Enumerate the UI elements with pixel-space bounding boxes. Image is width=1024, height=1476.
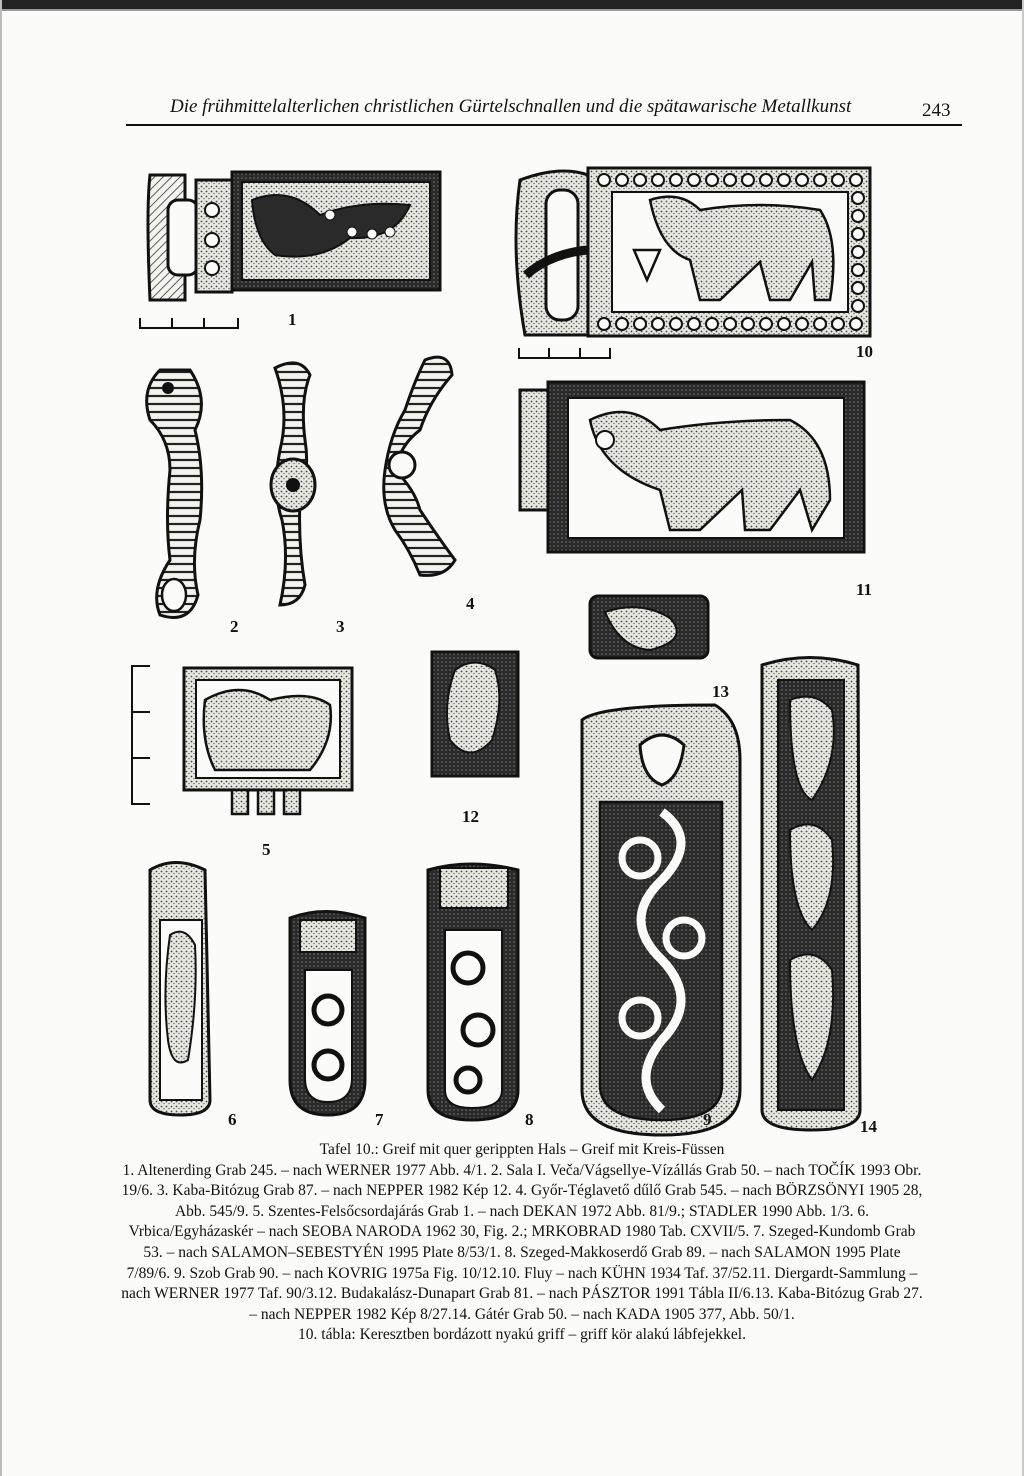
- figure-label-6: 6: [228, 1110, 237, 1129]
- rivet: [760, 174, 772, 186]
- rivet: [778, 174, 790, 186]
- rivet: [852, 246, 864, 258]
- figure-label-9: 9: [703, 1110, 712, 1129]
- rivet: [652, 174, 664, 186]
- rivet: [814, 174, 826, 186]
- object-3-strap-end: [271, 363, 315, 605]
- rivet: [832, 318, 844, 330]
- caption-body: 1. Altenerding Grab 245. – nach WERNER 1977 Abb. 4/1. 2. Sala I. Veča/Vágsellye-Vízállás Grab 50. – nach TOČÍK 1993 Obr. 19/6. 3. Kaba-Bitózug Grab 87. – nach NEPPER 1982 Kép 12. 4. Győr-Téglavető dűlő Grab 545. – nach BÖRZSÖNYI 1905 28, Abb. 545/9. 5. Szentes-Felsőcsordajárás Grab 1. – nach DEKAN 1972 Abb. 81/9.; STADLER 1990 Abb. 1/3. 6. Vrbica/Egyházaskér – nach SEOBA NARODA 1962 30, Fig. 2.; MRKOBRAD 1980 Tab. CXVII/5. 7. Szeged-Kundomb Grab 53. – nach SALAMON–SEBESTYÉN 1995 Plate 8/53/1. 8. Szeged-Makkoserdő Grab 89. – nach SALAMON 1995 Plate 7/89/6. 9. Szob Grab 90. – nach KOVRIG 1975a Fig. 10/12.10. Fluy – nach KÜHN 1934 Taf. 37/52.11. Diergardt-Sammlung – nach WERNER 1977 Taf. 90/3.12. Budakalász-Dunapart Grab 81. – nach PÁSZTOR 1991 Tábla II/6.13. Kaba-Bitózug Grab 27. – nach NEPPER 1982 Kép 8/27.14. Gátér Grab 50. – nach KADA 1905 377, Abb. 50/1.: [121, 1161, 923, 1323]
- rivet: [814, 318, 826, 330]
- rivet: [778, 318, 790, 330]
- rivet: [634, 174, 646, 186]
- rivet: [852, 264, 864, 276]
- rivet: [616, 174, 628, 186]
- rivet: [598, 318, 610, 330]
- rivet: [598, 174, 610, 186]
- figure-label-1: 1: [288, 310, 297, 329]
- figure-label-10: 10: [856, 342, 873, 361]
- scale-bar-5: [132, 666, 150, 804]
- figure-label-7: 7: [375, 1110, 384, 1129]
- rivet: [742, 318, 754, 330]
- object-5-plate: [184, 668, 352, 814]
- object-13-plate: [590, 596, 708, 658]
- object-2-strap-end: [147, 370, 202, 618]
- object-4-strap-end: [384, 357, 455, 575]
- caption-hungarian-title: 10. tábla: Keresztben bordázott nyakú griff – griff kör alakú lábfejekkel.: [298, 1326, 746, 1344]
- rivet: [724, 318, 736, 330]
- rivet: [796, 318, 808, 330]
- figure-label-11: 11: [856, 580, 873, 599]
- page-number: 243: [922, 100, 951, 121]
- object-14-strap-end: [762, 658, 860, 1131]
- rivet: [852, 228, 864, 240]
- figure-label-8: 8: [525, 1110, 534, 1129]
- rivet: [670, 174, 682, 186]
- running-header-title: Die frühmittelalterlichen christlichen Gürtelschnallen und die spätawarische Metallkunst: [170, 96, 852, 117]
- rivet: [760, 318, 772, 330]
- rivet: [852, 282, 864, 294]
- object-1-buckle: [148, 172, 440, 300]
- figure-label-5: 5: [262, 840, 271, 859]
- object-9-strap-end: [582, 705, 740, 1135]
- figure-label-4: 4: [466, 594, 475, 613]
- rivet: [742, 174, 754, 186]
- rivet: [688, 318, 700, 330]
- rivet: [852, 300, 864, 312]
- plate-caption: [120, 1140, 924, 1346]
- rivet: [634, 318, 646, 330]
- figure-label-13: 13: [712, 682, 729, 701]
- figure-label-14: 14: [860, 1117, 877, 1136]
- rivet: [832, 174, 844, 186]
- rivet: [850, 318, 862, 330]
- rivet: [724, 174, 736, 186]
- scale-bar-10: [519, 348, 610, 358]
- figure-label-2: 2: [230, 617, 239, 636]
- object-7-strap-end: [290, 912, 365, 1116]
- rivet: [688, 174, 700, 186]
- object-11-plate: [520, 382, 864, 552]
- object-6-strap-end: [150, 863, 210, 1116]
- object-12-plate: [432, 652, 518, 776]
- rivet: [706, 318, 718, 330]
- rivet: [670, 318, 682, 330]
- figure-label-3: 3: [336, 617, 345, 636]
- figure-label-12: 12: [462, 807, 479, 826]
- rivet: [616, 318, 628, 330]
- object-8-strap-end: [428, 864, 518, 1120]
- rivet: [850, 174, 862, 186]
- rivet: [796, 174, 808, 186]
- object-10-buckle: [516, 168, 870, 336]
- scale-bar-1: [140, 318, 238, 328]
- rivet: [652, 318, 664, 330]
- rivet: [852, 192, 864, 204]
- rivet: [852, 210, 864, 222]
- caption-title: Tafel 10.: Greif mit quer gerippten Hals – Greif mit Kreis-Füssen: [319, 1141, 725, 1158]
- rivet: [706, 174, 718, 186]
